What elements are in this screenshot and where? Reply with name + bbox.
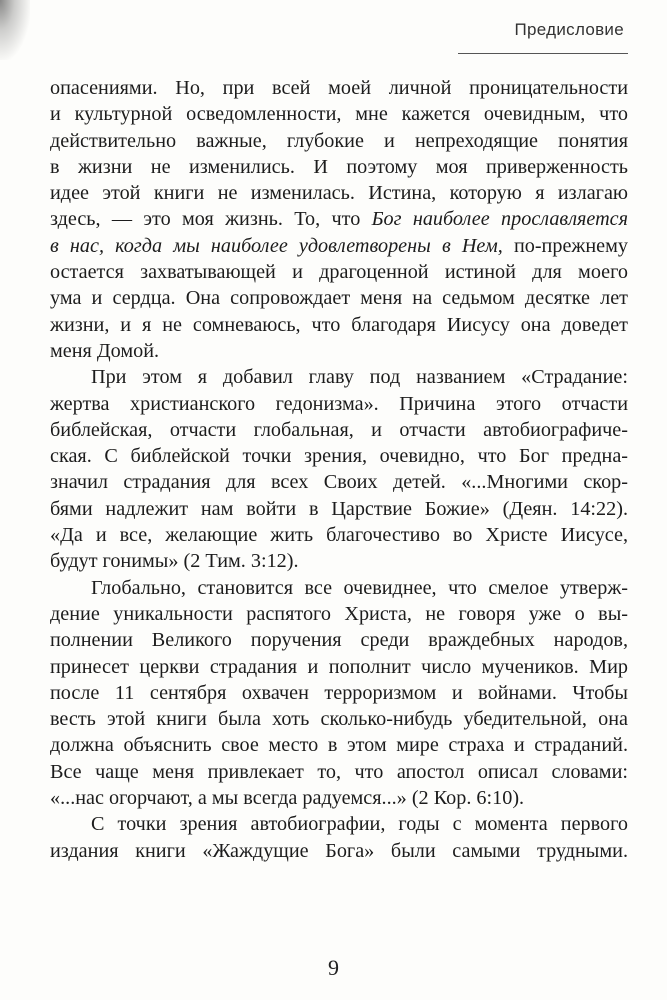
text-line: жертва христианского гедонизма». Причина этого отчасти [50, 392, 628, 415]
text-line: ума и сердца. Она сопровождает меня на седьмом десятке лет [50, 287, 628, 310]
running-header: Предисловие [514, 20, 624, 39]
text-line: должна объяснить свое место в этом мире страха и страданий. [50, 734, 628, 757]
body-text [50, 75, 628, 864]
text-segment: здесь, — это моя жизнь. То, что [50, 208, 372, 231]
text-line: действительно важные, глубокие и непреходящие понятия [50, 129, 628, 152]
text-line: будут гонимы» (2 Тим. 3:12). [50, 550, 299, 573]
text-line: меня Домой. [50, 339, 160, 362]
text-line: полнении Великого поручения среди враждебных народов, [50, 629, 628, 652]
text-line [50, 233, 628, 259]
text-line: жизни, и я не сомневаюсь, что благодаря Иисусу она доведет [50, 313, 628, 336]
text-segment: по-прежнему [502, 234, 628, 257]
text-line: в жизни не изменились. И поэтому моя приверженность [50, 155, 628, 178]
text-line: идее этой книги не изменилась. Истина, которую я излагаю [50, 182, 628, 205]
italic-segment: Бог наиболее прославляется [371, 208, 629, 231]
scan-corner-shadow [0, 0, 30, 60]
text-line: и культурной осведомленности, мне кажется очевидным, что [50, 103, 628, 126]
text-line: «...нас огорчают, а мы всегда радуемся...» (2 Кор. 6:10). [50, 787, 525, 810]
text-line: остается захватывающей и драгоценной истиной для моего [50, 261, 628, 284]
text-line: после 11 сентября охвачен терроризмом и войнами. Чтобы [50, 681, 628, 704]
paragraph-1 [50, 75, 628, 364]
text-line: опасениями. Но, при всей моей личной проницательности [50, 77, 628, 99]
paragraph-3 [50, 575, 628, 812]
text-line: Глобально, становится все очевиднее, что смелое утверж- [91, 576, 628, 599]
italic-segment: в нас, когда мы наиболее удовлетворены в Нем, [50, 234, 503, 257]
text-line: дение уникальности распятого Христа, не говоря уже о вы- [50, 602, 628, 625]
paragraph-4 [50, 811, 628, 864]
text-line: издания книги «Жаждущие Бога» были самыми трудными. [50, 839, 628, 862]
text-line: С точки зрения автобиографии, годы с момента первого [91, 813, 628, 836]
text-line: значил страдания для всех Своих детей. «...Многими скор- [50, 471, 628, 494]
text-line: весть этой книги была хоть сколько-нибудь убедительной, она [50, 708, 628, 731]
text-line: При этом я добавил главу под названием «Страдание: [91, 366, 628, 389]
text-line: принесет церкви страдания и пополнит число мучеников. Мир [50, 655, 628, 678]
text-line: «Да и все, желающие жить благочестиво во Христе Иисусе, [50, 524, 628, 547]
text-line: ская. С библейской точки зрения, очевидно, что Бог предна- [50, 445, 628, 468]
page-number: 9 [328, 955, 339, 980]
text-line: Все чаще меня привлекает то, что апостол описал словами: [50, 760, 628, 783]
text-line [50, 206, 628, 232]
text-line: бями надлежит нам войти в Царствие Божие» (Деян. 14:22). [50, 497, 628, 520]
paragraph-2 [50, 364, 628, 574]
text-line: библейская, отчасти глобальная, и отчасти автобиографиче- [50, 418, 628, 441]
header-rule [458, 53, 628, 54]
